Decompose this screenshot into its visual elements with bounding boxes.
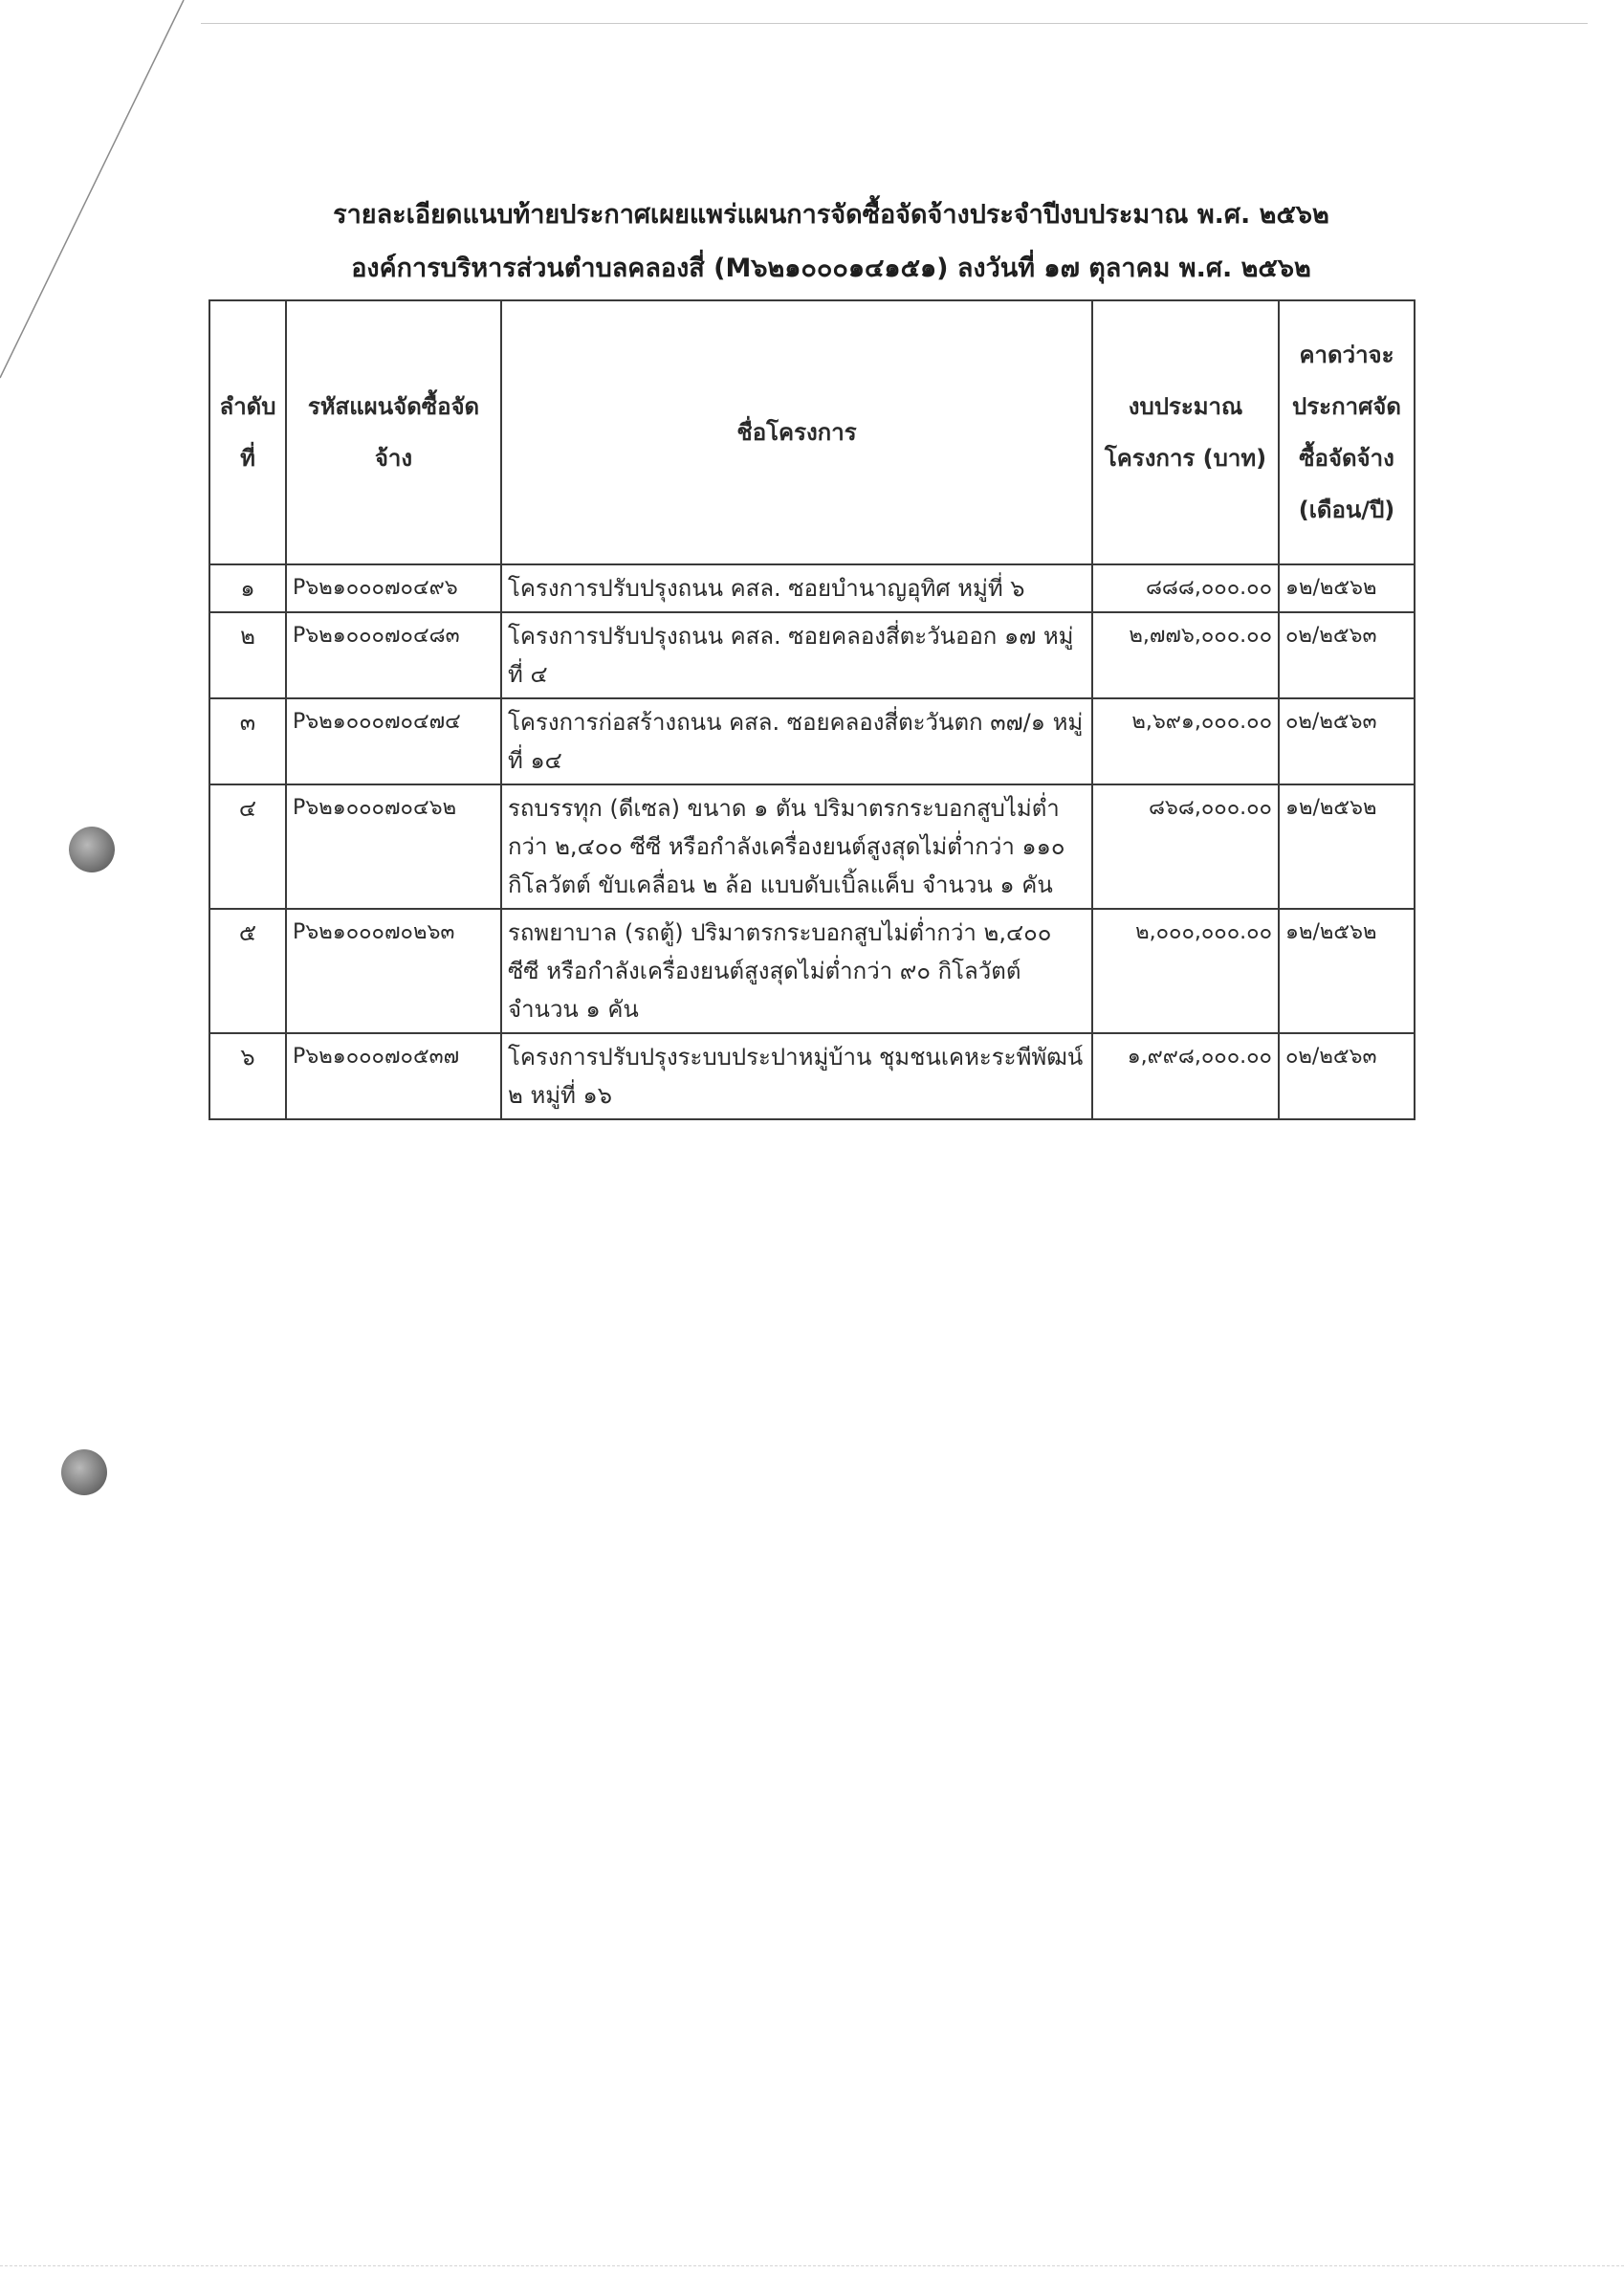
- row-name: โครงการก่อสร้างถนน คสล. ซอยคลองสี่ตะวันตก ๓๗/๑ หมู่ที่ ๑๔: [501, 698, 1092, 784]
- punch-hole: [69, 827, 115, 872]
- table-row: [209, 698, 1415, 784]
- row-code: P๖๒๑๐๐๐๗๐๔๘๓: [286, 612, 501, 698]
- row-name: รถพยาบาล (รถตู้) ปริมาตรกระบอกสูบไม่ต่ำกว่า ๒,๔๐๐ ซีซี หรือกำลังเครื่องยนต์สูงสุดไม่ต่ำกว่า ๙๐ กิโลวัตต์ จำนวน ๑ คัน: [501, 909, 1092, 1033]
- punch-hole: [61, 1449, 107, 1495]
- row-name: โครงการปรับปรุงระบบประปาหมู่บ้าน ชุมชนเคหะระพีพัฒน์ ๒ หมู่ที่ ๑๖: [501, 1033, 1092, 1119]
- row-code: P๖๒๑๐๐๐๗๐๔๙๖: [286, 564, 501, 612]
- row-no: ๒: [209, 612, 286, 698]
- header-budget: งบประมาณโครงการ (บาท): [1092, 300, 1279, 564]
- table-header-row: [209, 300, 1415, 564]
- header-name: ชื่อโครงการ: [501, 300, 1092, 564]
- row-budget: ๒,๗๗๖,๐๐๐.๐๐: [1092, 612, 1279, 698]
- row-code: P๖๒๑๐๐๐๗๐๔๖๒: [286, 784, 501, 909]
- table-row: [209, 909, 1415, 1033]
- row-month: ๑๒/๒๕๖๒: [1279, 564, 1415, 612]
- row-no: ๓: [209, 698, 286, 784]
- row-month: ๑๒/๒๕๖๒: [1279, 909, 1415, 1033]
- row-month: ๐๒/๒๕๖๓: [1279, 698, 1415, 784]
- header-month: คาดว่าจะประกาศจัดซื้อจัดจ้าง (เดือน/ปี): [1279, 300, 1415, 564]
- scan-edge-bottom: [0, 2265, 1624, 2266]
- row-name: โครงการปรับปรุงถนน คสล. ซอยคลองสี่ตะวันออก ๑๗ หมู่ที่ ๔: [501, 612, 1092, 698]
- header-no: ลำดับที่: [209, 300, 286, 564]
- row-no: ๑: [209, 564, 286, 612]
- row-name: โครงการปรับปรุงถนน คสล. ซอยบำนาญอุทิศ หมู่ที่ ๖: [501, 564, 1092, 612]
- row-month: ๑๒/๒๕๖๒: [1279, 784, 1415, 909]
- row-budget: ๑,๙๙๘,๐๐๐.๐๐: [1092, 1033, 1279, 1119]
- row-no: ๔: [209, 784, 286, 909]
- row-code: P๖๒๑๐๐๐๗๐๔๗๔: [286, 698, 501, 784]
- document-title: รายละเอียดแนบท้ายประกาศเผยแพร่แผนการจัดซื้อจัดจ้างประจำปีงบประมาณ พ.ศ. ๒๕๖๒: [333, 200, 1329, 230]
- table-row: [209, 564, 1415, 612]
- header-code: รหัสแผนจัดซื้อจัดจ้าง: [286, 300, 501, 564]
- table-row: [209, 784, 1415, 909]
- row-budget: ๒,๖๙๑,๐๐๐.๐๐: [1092, 698, 1279, 784]
- procurement-plan-table: [208, 299, 1416, 1120]
- table-row: [209, 612, 1415, 698]
- row-budget: ๘๘๘,๐๐๐.๐๐: [1092, 564, 1279, 612]
- row-code: P๖๒๑๐๐๐๗๐๒๖๓: [286, 909, 501, 1033]
- row-budget: ๒,๐๐๐,๐๐๐.๐๐: [1092, 909, 1279, 1033]
- row-no: ๕: [209, 909, 286, 1033]
- row-name: รถบรรทุก (ดีเซล) ขนาด ๑ ตัน ปริมาตรกระบอกสูบไม่ต่ำกว่า ๒,๔๐๐ ซีซี หรือกำลังเครื่องยนต์สูงสุดไม่ต่ำกว่า ๑๑๐ กิโลวัตต์ ขับเคลื่อน ๒ ล้อ แบบดับเบิ้ลแค็บ จำนวน ๑ คัน: [501, 784, 1092, 909]
- table-row: [209, 1033, 1415, 1119]
- row-code: P๖๒๑๐๐๐๗๐๕๓๗: [286, 1033, 501, 1119]
- row-month: ๐๒/๒๕๖๓: [1279, 612, 1415, 698]
- row-month: ๐๒/๒๕๖๓: [1279, 1033, 1415, 1119]
- document-subtitle: องค์การบริหารส่วนตำบลคลองสี่ (M๖๒๑๐๐๐๑๔๑๕๑) ลงวันที่ ๑๗ ตุลาคม พ.ศ. ๒๕๖๒: [351, 254, 1311, 283]
- scan-edge-top: [201, 23, 1588, 24]
- row-budget: ๘๖๘,๐๐๐.๐๐: [1092, 784, 1279, 909]
- row-no: ๖: [209, 1033, 286, 1119]
